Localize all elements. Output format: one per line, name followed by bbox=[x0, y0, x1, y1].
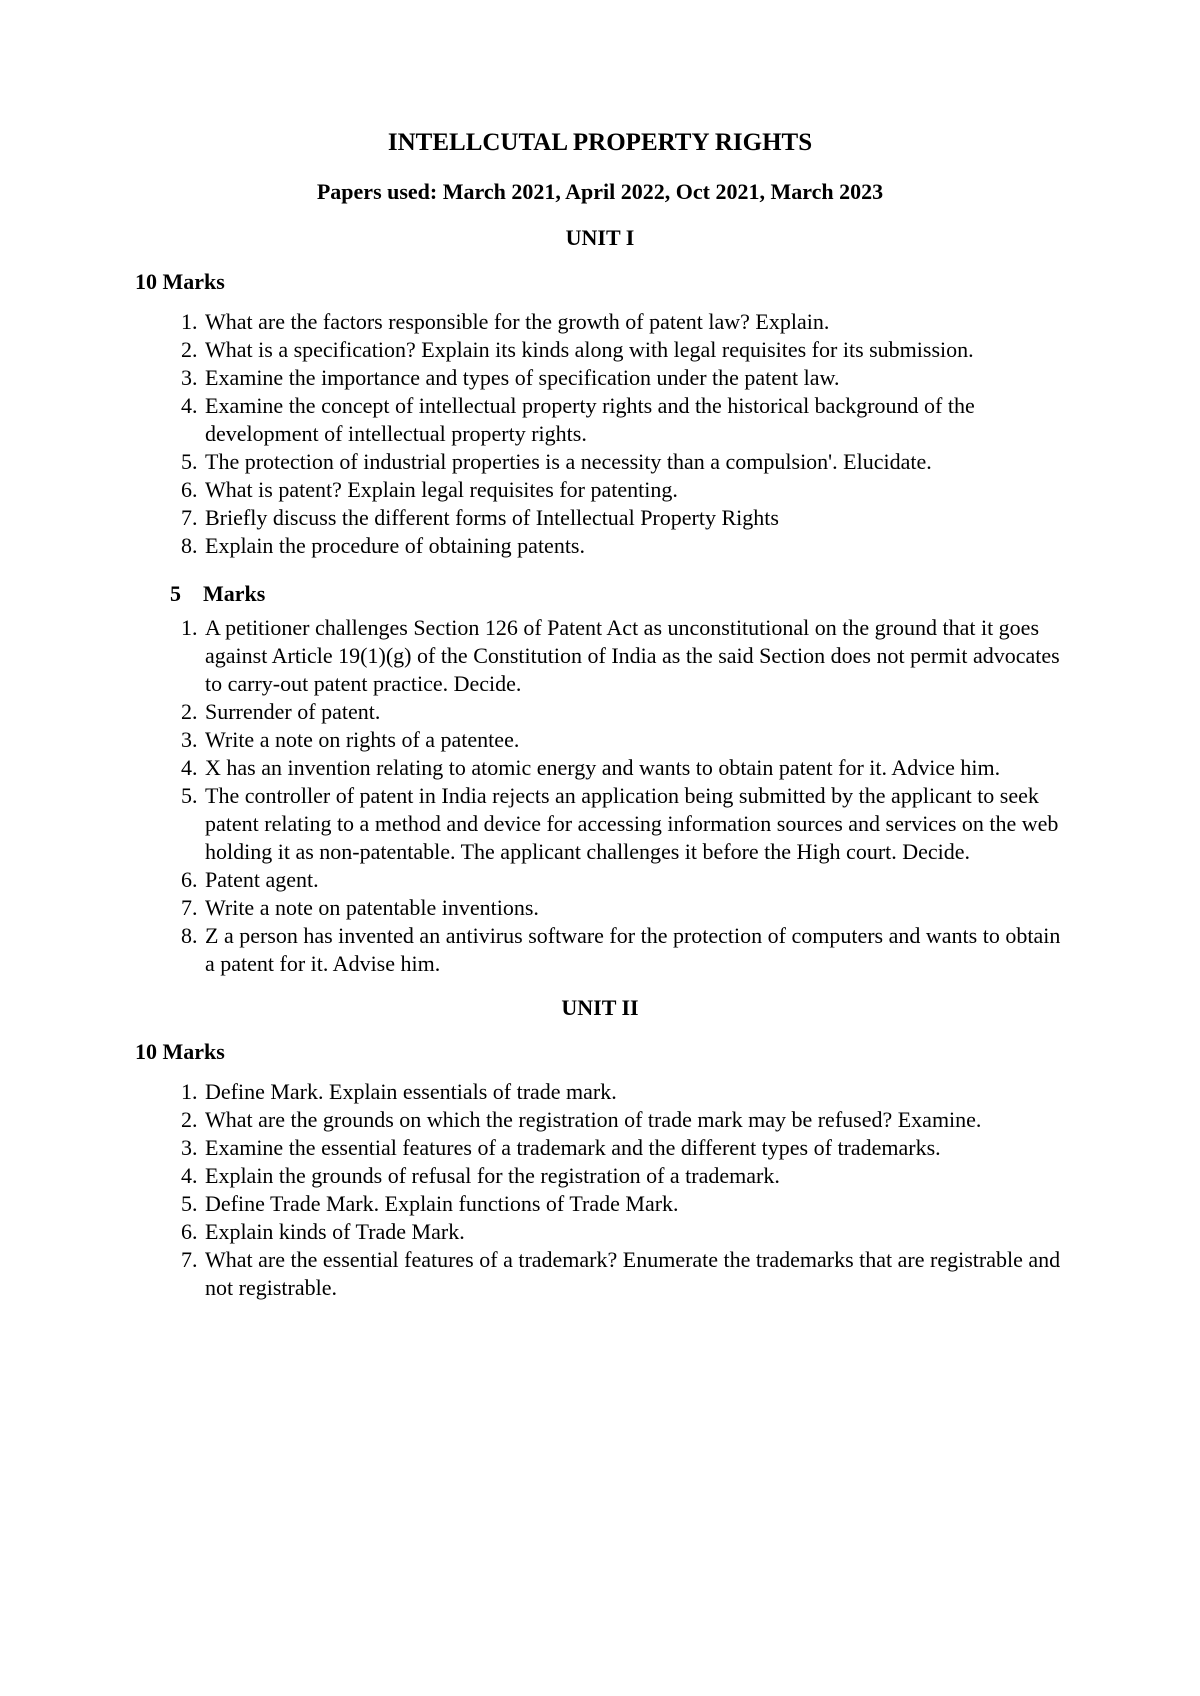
unit-2-10-marks-heading: 10 Marks bbox=[135, 1039, 225, 1064]
question-item: 5. Define Trade Mark. Explain functions of Trade Mark. bbox=[203, 1190, 1065, 1218]
question-item: 5. The controller of patent in India rejects an application being submitted by the applicant to seek patent relating to a method and device for accessing information sources and services on the web holding it as non-patentable. The applicant challenges it before the High court. Decide. bbox=[203, 782, 1065, 866]
question-item: 2. What is a specification? Explain its kinds along with legal requisites for its submission. bbox=[203, 336, 1065, 364]
question-item: 8. Explain the procedure of obtaining patents. bbox=[203, 532, 1065, 560]
papers-used-line: Papers used: March 2021, April 2022, Oct 2021, March 2023 bbox=[316, 179, 884, 204]
question-item: 3. Examine the essential features of a trademark and the different types of trademarks. bbox=[203, 1134, 1065, 1162]
unit-1-5-marks-question-list bbox=[135, 614, 1065, 978]
question-item: 8. Z a person has invented an antivirus software for the protection of computers and wants to obtain a patent for it. Advise him. bbox=[203, 922, 1065, 978]
unit-1-heading: UNIT I bbox=[565, 225, 635, 250]
question-item: 1. A petitioner challenges Section 126 of Patent Act as unconstitutional on the ground that it goes against Article 19(1)(g) of the Constitution of India as the said Section does not permit advocates to carry-out patent practice. Decide. bbox=[203, 614, 1065, 698]
marks-heading-number: 5 bbox=[170, 581, 181, 606]
question-item: 6. What is patent? Explain legal requisites for patenting. bbox=[203, 476, 1065, 504]
question-item: 1. Define Mark. Explain essentials of trade mark. bbox=[203, 1078, 1065, 1106]
question-item: 1. What are the factors responsible for the growth of patent law? Explain. bbox=[203, 308, 1065, 336]
question-item: 4. X has an invention relating to atomic energy and wants to obtain patent for it. Advice him. bbox=[203, 754, 1065, 782]
question-item: 4. Explain the grounds of refusal for the registration of a trademark. bbox=[203, 1162, 1065, 1190]
marks-heading-word: Marks bbox=[203, 581, 266, 606]
question-item: 7. What are the essential features of a trademark? Enumerate the trademarks that are registrable and not registrable. bbox=[203, 1246, 1065, 1302]
unit-1-5-marks-heading bbox=[135, 580, 1065, 608]
question-item: 7. Write a note on patentable inventions. bbox=[203, 894, 1065, 922]
question-item: 3. Examine the importance and types of specification under the patent law. bbox=[203, 364, 1065, 392]
question-item: 4. Examine the concept of intellectual property rights and the historical background of the development of intellectual property rights. bbox=[203, 392, 1065, 448]
question-item: 2. What are the grounds on which the registration of trade mark may be refused? Examine. bbox=[203, 1106, 1065, 1134]
question-item: 7. Briefly discuss the different forms of Intellectual Property Rights bbox=[203, 504, 1065, 532]
question-item: 3. Write a note on rights of a patentee. bbox=[203, 726, 1065, 754]
unit-2-heading: UNIT II bbox=[561, 995, 639, 1020]
question-item: 6. Explain kinds of Trade Mark. bbox=[203, 1218, 1065, 1246]
unit-1-10-marks-heading: 10 Marks bbox=[135, 269, 225, 294]
unit-2-10-marks-question-list bbox=[135, 1078, 1065, 1302]
question-item: 6. Patent agent. bbox=[203, 866, 1065, 894]
question-item: 5. The protection of industrial properties is a necessity than a compulsion'. Elucidate. bbox=[203, 448, 1065, 476]
question-item: 2. Surrender of patent. bbox=[203, 698, 1065, 726]
document-title: INTELLCUTAL PROPERTY RIGHTS bbox=[387, 129, 813, 156]
unit-1-10-marks-question-list bbox=[135, 308, 1065, 560]
